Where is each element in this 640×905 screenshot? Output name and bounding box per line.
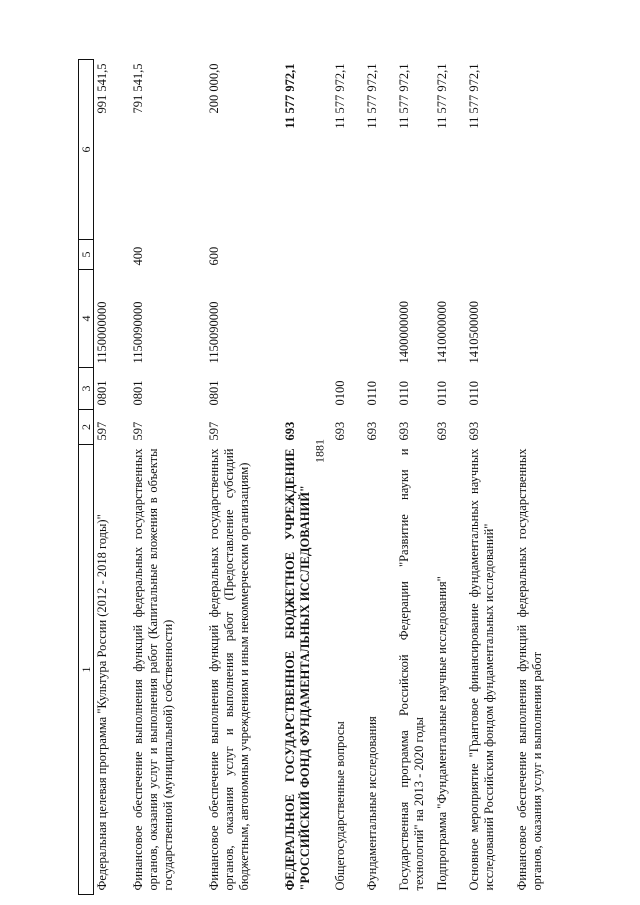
table-row <box>130 60 206 895</box>
table-row <box>514 60 552 895</box>
table-row <box>206 60 282 895</box>
row-ved: 693 <box>467 421 482 441</box>
table-row <box>282 60 332 895</box>
row-ved: 597 <box>95 421 110 441</box>
table-row <box>332 60 364 895</box>
header-cell: 5 <box>79 240 94 270</box>
row-rz: 0110 <box>397 380 412 406</box>
row-rz: 0110 <box>435 380 450 406</box>
row-sum: 11 577 972,1 <box>283 63 298 129</box>
row-csr <box>364 270 396 368</box>
row-csr <box>514 270 552 368</box>
page-number: 1881 <box>312 439 327 463</box>
row-sum: 991 541,5 <box>95 63 110 114</box>
table-row <box>466 60 514 895</box>
row-name: Финансовое обеспечение выполнения функций федеральных государственных органов, оказания услуг и выполнения работ (Предоставление субсидий бюджетным, автономным учреждениям и иным некоммерческим организациям) <box>207 448 252 891</box>
row-ved: 693 <box>365 421 380 441</box>
row-vr <box>466 240 514 270</box>
row-rz: 0100 <box>333 380 348 406</box>
row-name: Финансовое обеспечение выполнения функций федеральных государственных органов, оказания услуг и выполнения работ (Капитальные вложения в объекты государственной (муниципальной) собственности) <box>131 448 176 891</box>
row-rz: 0801 <box>207 380 222 406</box>
header-cell: 3 <box>79 368 94 410</box>
row-name: Подпрограмма "Фундаментальные научные исследования" <box>435 576 450 891</box>
table-header-row <box>79 60 94 895</box>
row-sum: 200 000,0 <box>207 63 222 114</box>
row-vr <box>514 240 552 270</box>
row-ved: 597 <box>131 421 146 441</box>
row-csr: 1400000000 <box>397 301 412 364</box>
row-csr: 1410500000 <box>467 301 482 364</box>
budget-table <box>78 59 552 895</box>
row-vr <box>94 240 131 270</box>
row-vr <box>364 240 396 270</box>
header-cell: 2 <box>79 410 94 445</box>
row-csr <box>332 270 364 368</box>
header-cell: 1 <box>79 445 94 895</box>
row-ved: 693 <box>333 421 348 441</box>
row-rz: 0110 <box>365 380 380 406</box>
row-sum: 11 577 972,1 <box>397 63 412 129</box>
row-sum <box>514 60 552 240</box>
header-cell: 4 <box>79 270 94 368</box>
row-csr: 1150090000 <box>131 301 146 364</box>
row-vr <box>434 240 466 270</box>
row-vr: 400 <box>131 246 146 266</box>
row-rz: 0110 <box>467 380 482 406</box>
table-row <box>364 60 396 895</box>
row-csr <box>282 270 332 368</box>
budget-table-body <box>79 60 553 895</box>
row-ved: 693 <box>435 421 450 441</box>
row-sum: 11 577 972,1 <box>435 63 450 129</box>
row-rz: 0801 <box>131 380 146 406</box>
row-sum: 11 577 972,1 <box>467 63 482 129</box>
row-rz: 0801 <box>95 380 110 406</box>
row-csr: 1150000000 <box>95 301 110 364</box>
row-name: Государственная программа Российской Федерации "Развитие науки и технологий" на 2013 - 2020 годы <box>397 448 427 891</box>
header-cell: 6 <box>79 60 94 240</box>
row-vr <box>332 240 364 270</box>
row-vr <box>282 240 332 270</box>
row-sum: 11 577 972,1 <box>365 63 380 129</box>
row-name: ФЕДЕРАЛЬНОЕ ГОСУДАРСТВЕННОЕ БЮДЖЕТНОЕ УЧРЕЖДЕНИЕ "РОССИЙСКИЙ ФОНД ФУНДАМЕНТАЛЬНЫХ ИССЛЕДОВАНИЙ" <box>283 448 313 891</box>
row-csr: 1150090000 <box>207 301 222 364</box>
row-name: Основное мероприятие "Грантовое финансирование фундаментальных научных исследований Российским фондом фундаментальных исследований" <box>467 448 497 891</box>
row-name: Общегосударственные вопросы <box>333 721 348 891</box>
row-ved: 693 <box>397 421 412 441</box>
row-ved: 693 <box>283 421 298 441</box>
row-sum: 11 577 972,1 <box>333 63 348 129</box>
row-name: Федеральная целевая программа "Культура России (2012 - 2018 годы)" <box>95 514 110 891</box>
row-vr <box>396 240 434 270</box>
row-ved <box>514 410 552 445</box>
row-name: Фундаментальные исследования <box>365 716 380 891</box>
table-row <box>94 60 131 895</box>
rotated-page-content <box>78 60 545 895</box>
row-vr: 600 <box>207 246 222 266</box>
table-row <box>396 60 434 895</box>
row-name: Финансовое обеспечение выполнения функций федеральных государственных органов, оказания услуг и выполнения работ <box>515 448 545 891</box>
row-rz <box>282 368 332 410</box>
row-csr: 1410000000 <box>435 301 450 364</box>
row-sum: 791 541,5 <box>131 63 146 114</box>
table-row <box>434 60 466 895</box>
row-ved: 597 <box>207 421 222 441</box>
row-rz <box>514 368 552 410</box>
